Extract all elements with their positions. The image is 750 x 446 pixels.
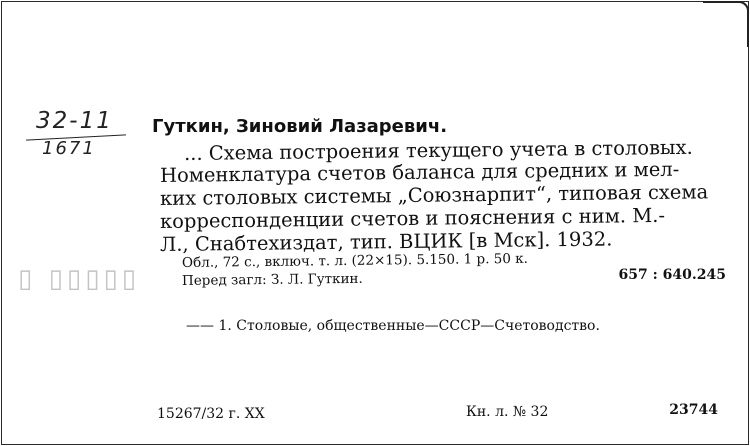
title-line-2: Номенклатура счетов баланса для средних и мел- [159, 157, 680, 187]
author-heading: Гуткин, Зиновий Лазаревич. [152, 116, 448, 137]
physical-description: Обл., 72 с., включ. т. л. (22×15). 5.150. 1 р. 50 к. [181, 250, 529, 271]
faded-stamp: ▯ ▯▯▯▯▯ [18, 264, 141, 294]
catalog-card [1, 1, 749, 445]
book-list-number: Кн. л. № 32 [466, 404, 549, 420]
imprint-line: Л., Снабтехиздат, тип. ВЦИК [в Мск]. 1932. [159, 227, 613, 256]
title-line-1: ... Схема построения текущего учета в столовых. [183, 135, 693, 165]
title-line-3: ких столовых системы „Союзнарпит“, типовая схема [159, 180, 709, 210]
title-line-4: корреспонденции счетов и пояснения с ним. М.- [159, 203, 666, 233]
classification-number: 657 : 640.245 [618, 267, 726, 283]
subject-heading: —— 1. Столовые, общественные—СССР—Счетоводство. [186, 318, 600, 334]
handwritten-shelf-mark-bottom: 1671 [42, 138, 96, 159]
handwritten-shelf-mark-top: 32-11 [36, 108, 113, 134]
card-corner-cut [703, 1, 749, 47]
catalog-number: 15267/32 г. XX [157, 406, 265, 422]
title-note: Перед загл: З. Л. Гуткин. [181, 270, 363, 289]
card-number: 23744 [669, 402, 718, 418]
